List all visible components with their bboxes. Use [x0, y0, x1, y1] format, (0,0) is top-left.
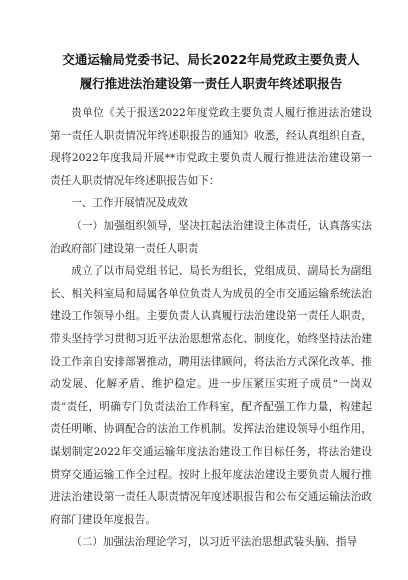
intro-paragraph: 贵单位《关于报送2022年度党政主要负责人履行推进法治建设第一责任人职责情况年终述职报告的通知》收悉，经认真组织自查，现将2022年度我局开展**市党政主要负责人履行推进法治建设第一责任人职责情况年终述职报告如下：: [50, 107, 372, 187]
section-heading: 一、工作开展情况及成效: [71, 197, 188, 210]
subsection-1-heading: （一）加强组织领导，坚决扛起法治建设主体责任，认真落实法治政府部门建设第一责任人职责: [50, 219, 372, 255]
subsection-1-body: 成立了以市局党组书记、局长为组长，党组成员、副局长为副组长、相关科室局和局属各单位负责人为成员的全市交通运输系统法治建设工作领导小组。主要负责人认真履行法治建设第一责任人职责，带头坚持学习贯彻习近平法治思想常态化、制度化，始终坚持法治建设工作亲自安排部署推动，聘用法律顾问，将法治方式深化改革、推动发展、化解矛盾、维护稳定。进一步压紧压实班子成员“一岗双责”责任，明确专门负责法治工作科室，配齐配强工作力量，构建起责任明晰、协调配合的法治工作机制。发挥法治建设领导小组作用，谋划制定2022年交通运输年度法治建设工作目标任务，将法治建设贯穿交通运输工作全过程。按时上报年度法治建设主要负责人履行推进法治建设第一责任人职责情况年度述职报告和公布交通运输法治政府部门建设年度报告。: [50, 265, 372, 526]
document-title: [50, 48, 372, 96]
title-line-2: 履行推进法治建设第一责任人职责年终述职报告: [79, 76, 343, 91]
subsection-2-heading: （二）加强法治理论学习，以习近平法治思想武装头脑、指导: [71, 536, 358, 549]
title-line-1: 交通运输局党委书记、局长2022年局党政主要负责人: [62, 52, 360, 67]
